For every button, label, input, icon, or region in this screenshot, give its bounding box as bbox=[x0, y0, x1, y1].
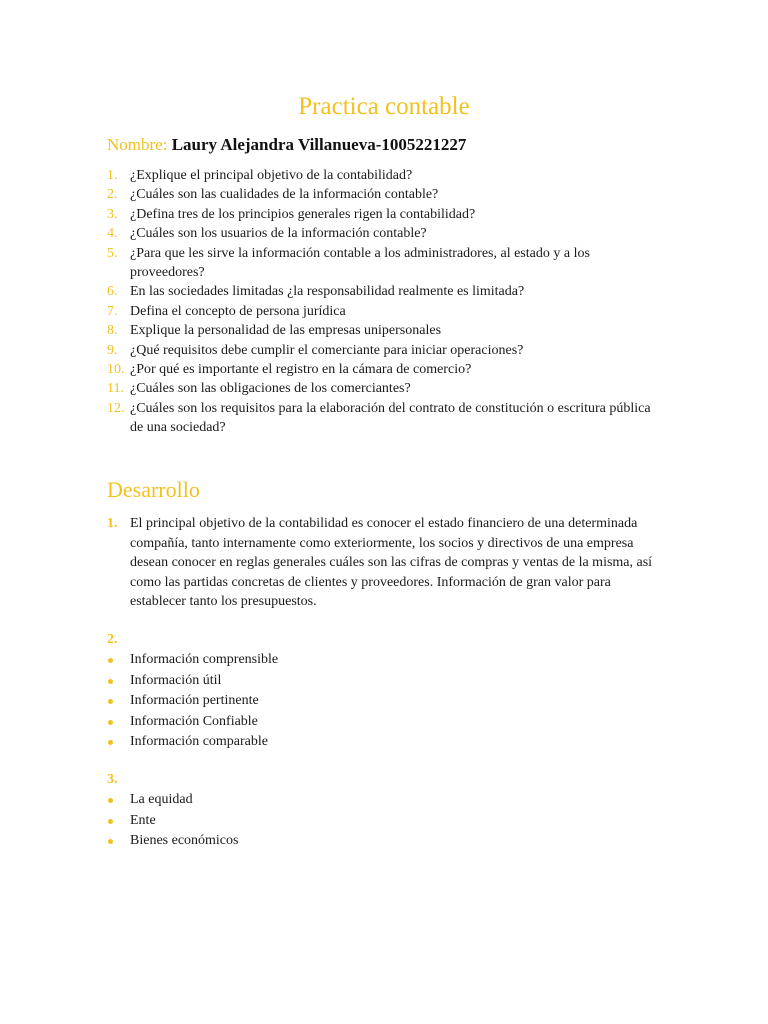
question-text: ¿Para que les sirve la información contable a los administradores, al estado y a los proveedores? bbox=[130, 245, 590, 281]
question-text: ¿Cuáles son las obligaciones de los comerciantes? bbox=[130, 381, 411, 397]
answer-text: El principal objetivo de la contabilidad es conocer el estado financiero de una determinada compañía, tanto internamente como exteriormente, los socios y directivos de una empresa desean conocer en reglas generales cuáles son las cifras de compras y ventas de la misma, así como las partidas concretas de clientes y proveedores. Información de gran valor para establecer tanto los presupuestos. bbox=[130, 516, 653, 610]
question-item bbox=[107, 379, 667, 398]
list-item bbox=[107, 650, 278, 671]
question-item bbox=[107, 341, 667, 360]
question-text: ¿Explique el principal objetivo de la contabilidad? bbox=[130, 168, 413, 183]
question-item bbox=[107, 302, 667, 321]
question-number: 8. bbox=[107, 323, 118, 339]
question-number: 7. bbox=[107, 303, 118, 319]
question-number: 5. bbox=[107, 245, 118, 261]
question-text: ¿Qué requisitos debe cumplir el comerciante para iniciar operaciones? bbox=[130, 342, 524, 358]
bullet-icon bbox=[108, 699, 113, 704]
list-item-text: Ente bbox=[130, 812, 156, 828]
question-item bbox=[107, 399, 667, 438]
question-text: Defina el concepto de persona jurídica bbox=[130, 303, 346, 319]
list-item-text: Información comparable bbox=[130, 734, 268, 750]
bullet-icon bbox=[108, 798, 113, 803]
question-item bbox=[107, 166, 667, 185]
question-text: ¿Cuáles son los requisitos para la elaboración del contrato de constitución o escritura pública de una sociedad? bbox=[130, 400, 651, 436]
question-item bbox=[107, 185, 667, 204]
question-text: ¿Cuáles son los usuarios de la información contable? bbox=[130, 226, 427, 242]
list-item-text: La equidad bbox=[130, 792, 193, 807]
question-number: 2. bbox=[107, 187, 118, 203]
answer-3-list bbox=[107, 790, 238, 852]
question-text: ¿Cuáles son las cualidades de la información contable? bbox=[130, 187, 439, 203]
section-heading-desarrollo: Desarrollo bbox=[107, 477, 200, 502]
answer-3-number: 3. bbox=[107, 772, 118, 787]
question-number: 12. bbox=[107, 400, 125, 416]
answer-number: 1. bbox=[107, 516, 118, 531]
list-item bbox=[107, 811, 238, 832]
question-item bbox=[107, 282, 667, 301]
bullet-icon bbox=[108, 720, 113, 725]
question-item bbox=[107, 360, 667, 379]
list-item-text: Información comprensible bbox=[130, 652, 279, 667]
bullet-icon bbox=[108, 819, 113, 824]
answer-2-list bbox=[107, 650, 278, 753]
page-title: Practica contable bbox=[298, 93, 470, 120]
bullet-icon bbox=[108, 658, 113, 663]
question-item bbox=[107, 224, 667, 243]
bullet-icon bbox=[108, 740, 113, 745]
question-text: En las sociedades limitadas ¿la responsabilidad realmente es limitada? bbox=[130, 284, 525, 300]
list-item-text: Información Confiable bbox=[130, 713, 258, 729]
list-item-text: Información útil bbox=[130, 672, 222, 688]
question-text: ¿Por qué es importante el registro en la cámara de comercio? bbox=[130, 362, 472, 378]
list-item-text: Bienes económicos bbox=[130, 833, 239, 849]
list-item bbox=[107, 691, 278, 712]
answer-2-number: 2. bbox=[107, 632, 118, 647]
question-number: 9. bbox=[107, 342, 118, 358]
question-number: 1. bbox=[107, 168, 118, 183]
list-item bbox=[107, 671, 278, 692]
question-number: 4. bbox=[107, 226, 118, 242]
name-label: Nombre: bbox=[107, 135, 168, 154]
question-text: ¿Defina tres de los principios generales rigen la contabilidad? bbox=[130, 206, 476, 222]
question-item bbox=[107, 205, 667, 224]
question-number: 6. bbox=[107, 284, 118, 300]
list-item bbox=[107, 831, 238, 852]
bullet-icon bbox=[108, 679, 113, 684]
question-number: 11. bbox=[107, 381, 124, 397]
bullet-icon bbox=[108, 839, 113, 844]
question-item bbox=[107, 244, 667, 283]
question-list bbox=[107, 166, 667, 438]
question-number: 10. bbox=[107, 362, 125, 378]
question-item bbox=[107, 321, 667, 340]
list-item bbox=[107, 712, 278, 733]
list-item bbox=[107, 790, 238, 811]
student-name-line bbox=[107, 133, 466, 157]
answer-1 bbox=[107, 514, 667, 612]
list-item bbox=[107, 732, 278, 753]
list-item-text: Información pertinente bbox=[130, 693, 259, 709]
question-text: Explique la personalidad de las empresas unipersonales bbox=[130, 323, 442, 339]
name-value: Laury Alejandra Villanueva-1005221227 bbox=[171, 135, 467, 154]
question-number: 3. bbox=[107, 206, 118, 222]
